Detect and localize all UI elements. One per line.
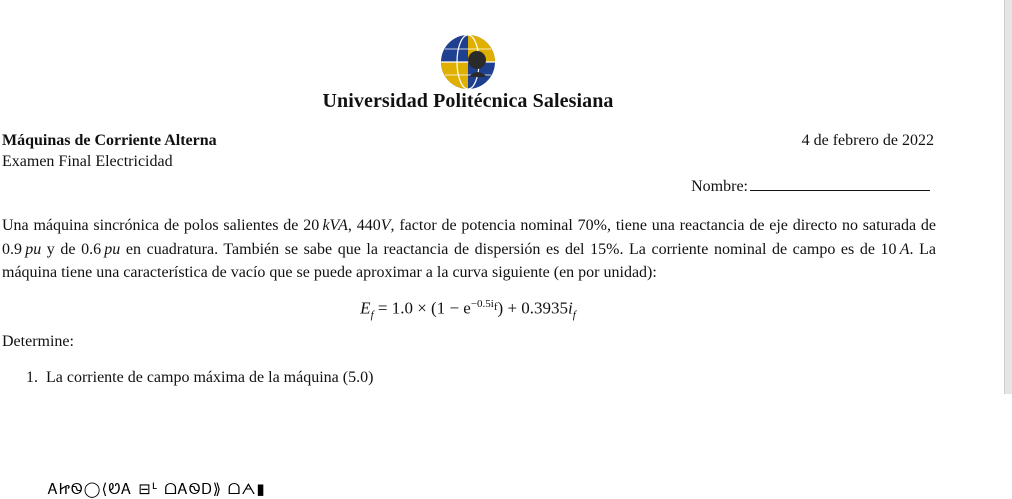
list-item-number: 1. — [26, 369, 38, 386]
xq-value: 0.6 — [81, 240, 102, 258]
xd-unit: pu — [25, 240, 42, 258]
problem-statement — [2, 214, 936, 285]
eq-lhs-sub: f — [370, 309, 374, 322]
voltage-unit: V — [380, 217, 391, 234]
problem-text: , factor de potencia nominal — [390, 217, 578, 234]
name-blank-line — [750, 175, 930, 191]
xq-unit: pu — [104, 240, 121, 258]
problem-text: . La máquina tiene una característica de vacío que se puede aproximar a la curva siguiente (en por unidad): — [2, 240, 937, 281]
course-title: Máquinas de Corriente Alterna — [2, 132, 217, 149]
garbled-text: ᎪᏥᏫ◯⟨ᏬᎪ ⊟ᒻ ᗝᎪᏫᎠ⟫ ᗝᗅ▮ — [48, 480, 266, 498]
power-factor-value: 70% — [577, 217, 607, 234]
eq-exponent: −0.5i — [470, 298, 494, 310]
field-current-value: 10 — [880, 240, 897, 258]
list-item — [26, 369, 373, 387]
problem-text: Una máquina sincrónica de polos salientes de — [2, 217, 304, 234]
eq-rhs-b: ) + 0.3935 — [497, 298, 569, 318]
problem-text: en cuadratura. También se sabe que la reactancia de dispersión es del — [120, 240, 591, 258]
exam-date: 4 de febrero de 2022 — [801, 132, 934, 149]
rating-unit: kVA — [322, 217, 348, 234]
open-circuit-equation — [0, 298, 936, 321]
field-current-unit: A — [899, 240, 910, 258]
name-field — [691, 175, 930, 196]
leakage-reactance-value: 15% — [590, 240, 620, 258]
problem-text: , tiene una reactancia de eje directo no saturada de — [607, 217, 937, 234]
xd-value: 0.9 — [2, 240, 22, 258]
list-item-text: La corriente de campo máxima de la máquina (5.0) — [46, 369, 374, 386]
vertical-scrollbar[interactable] — [1004, 0, 1012, 394]
eq-exponent-sub: f — [493, 301, 498, 314]
eq-lhs: E — [360, 298, 371, 318]
exam-title: Examen Final Electricidad — [2, 153, 173, 170]
determine-label: Determine: — [2, 333, 74, 350]
eq-rhs-a: = 1.0 × (1 − e — [373, 298, 471, 318]
name-label: Nombre: — [691, 178, 748, 195]
university-name: Universidad Politécnica Salesiana — [322, 90, 614, 112]
university-logo-icon — [439, 33, 497, 91]
eq-var-sub: f — [572, 309, 576, 322]
eq-var: i — [568, 298, 573, 318]
voltage-value: 440 — [356, 217, 381, 234]
problem-text: . La corriente nominal de campo es de — [619, 240, 881, 258]
problem-text: y de — [41, 240, 82, 258]
rating-value: 20 — [303, 217, 320, 234]
problem-text: , — [347, 217, 357, 234]
